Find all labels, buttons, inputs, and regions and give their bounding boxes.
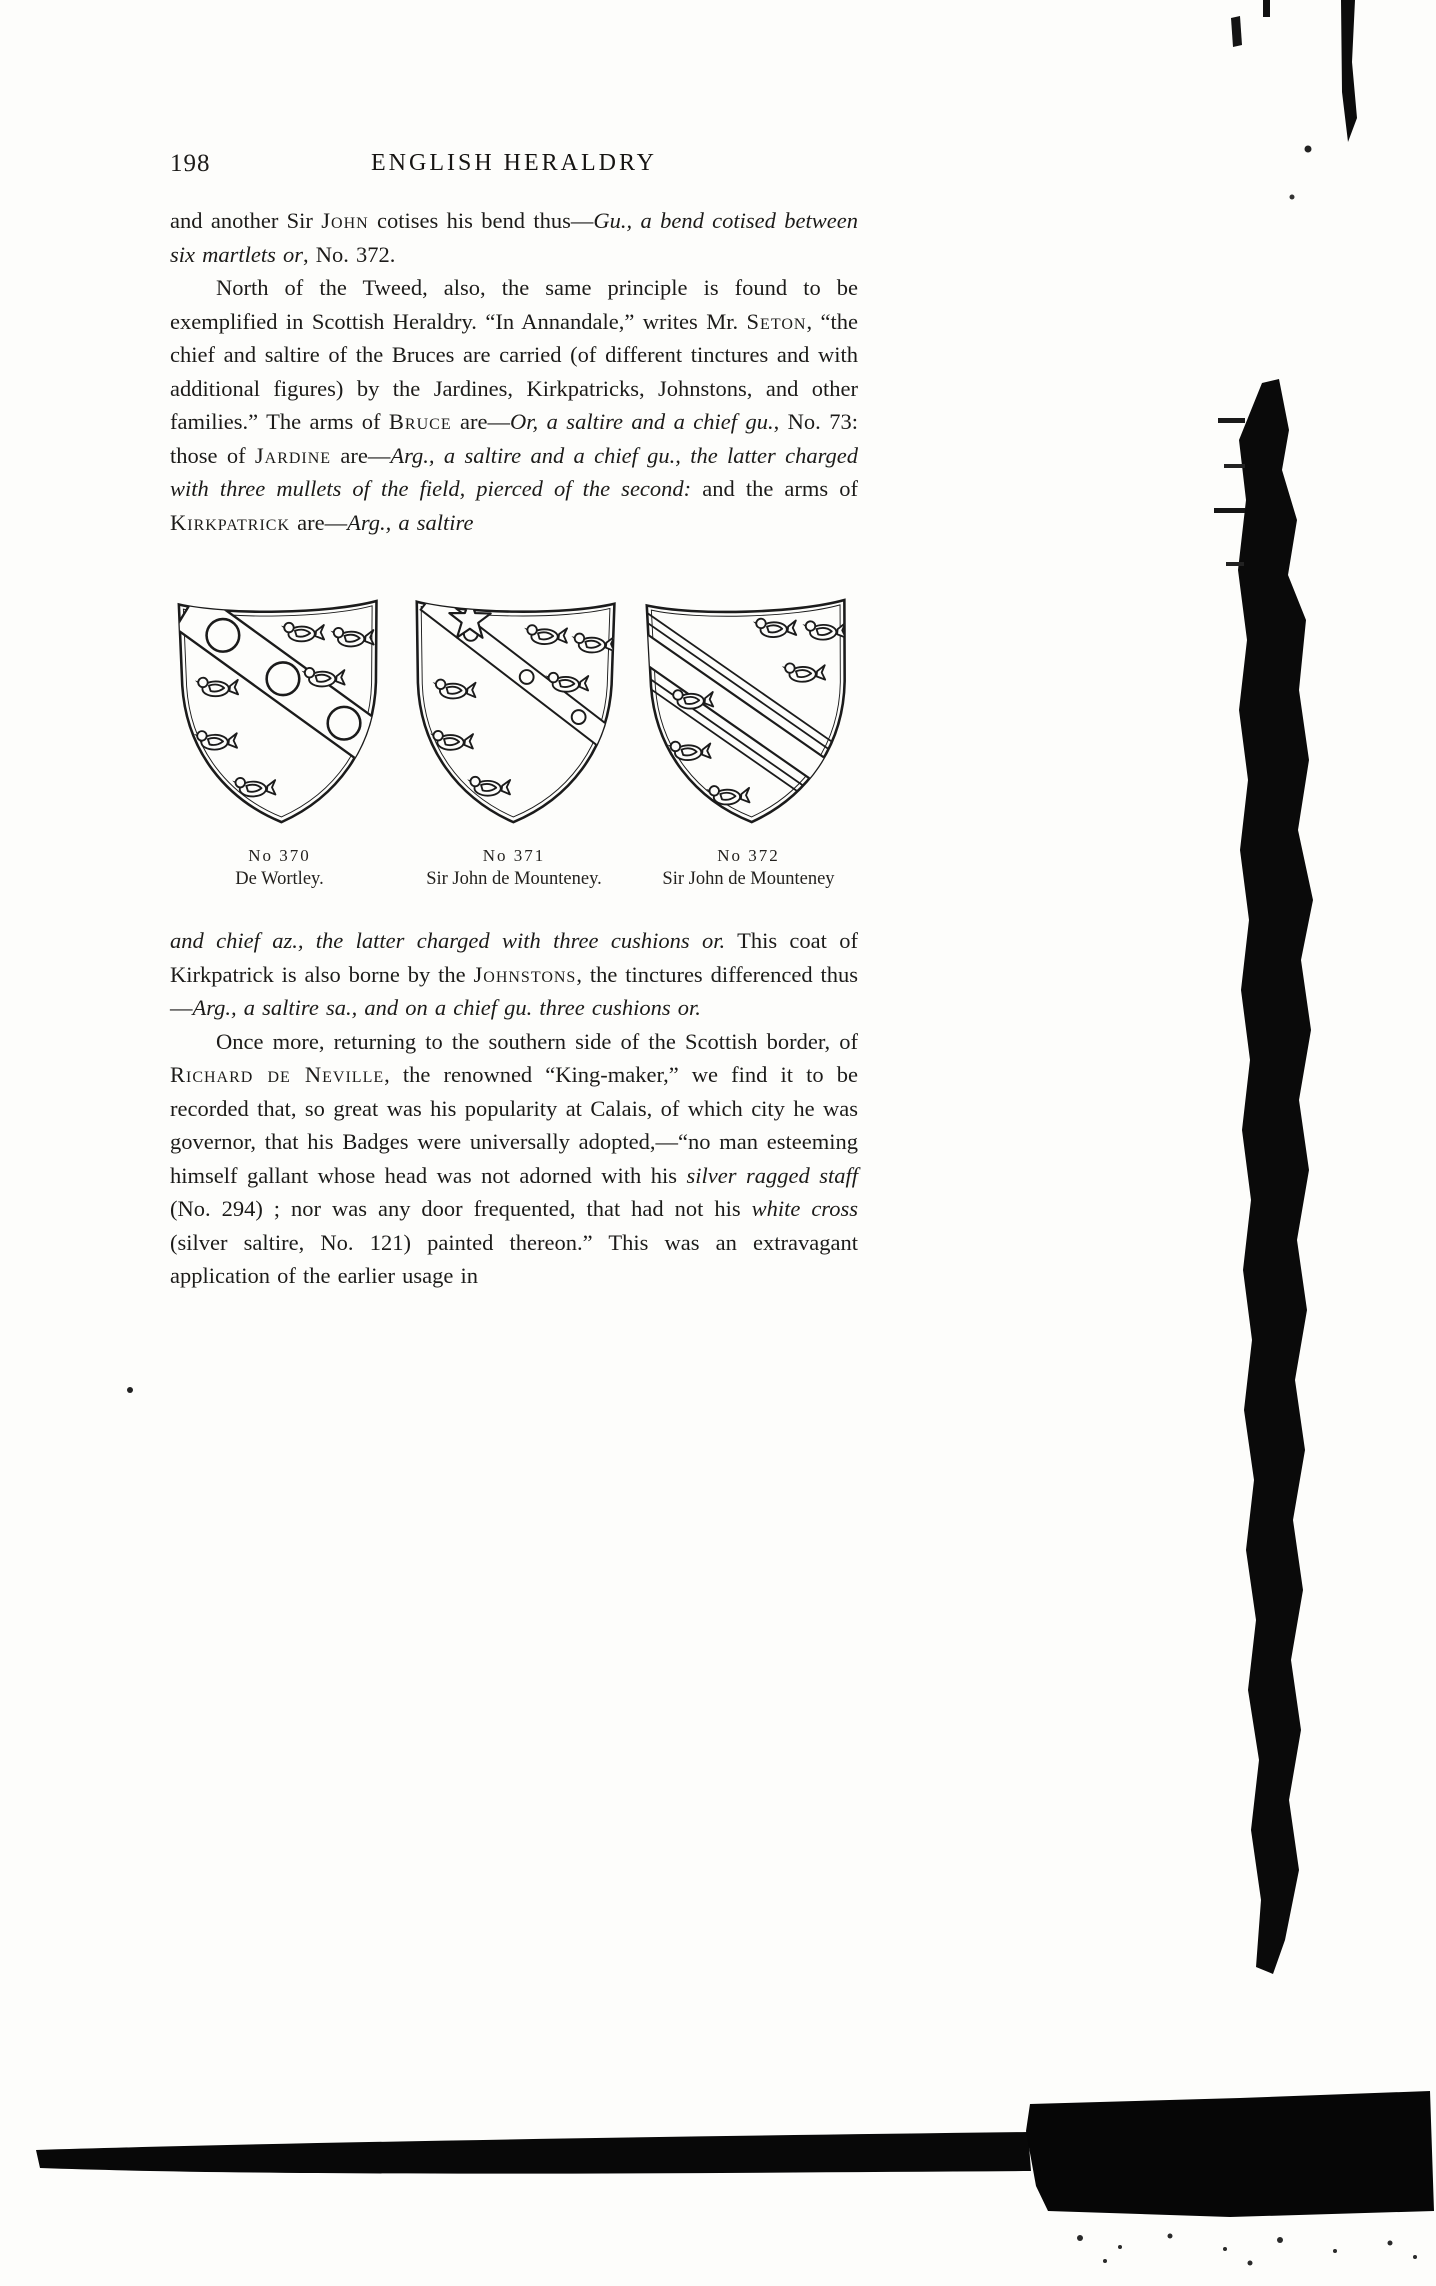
- page-header: [170, 150, 858, 184]
- scan-edge-bottom-band: [36, 2132, 1031, 2174]
- figure-number: No 371: [482, 846, 546, 865]
- shield-illustration-371: [403, 580, 625, 835]
- scan-speckles: [1077, 2234, 1417, 2266]
- shield-illustration-372: [636, 578, 862, 837]
- scan-edge-right-band: [1238, 379, 1313, 1974]
- body-paragraph: and another Sir John cotises his bend thus—Gu., a bend cotised between six martlets or, No. 372.: [170, 208, 858, 267]
- text-column: [170, 150, 858, 1293]
- figure-number: No 370: [248, 846, 311, 865]
- body-paragraph: North of the Tweed, also, the same principle is found to be exemplified in Scottish Heraldry. “In Annandale,” writes Mr. Seton, “the chief and saltire of the Bruces are carried (of different tinctures and with additional figures) by the Jardines, Kirkpatricks, Johnstons, and other families.” The arms of Bruce are—Or, a saltire and a chief gu., No. 73: those of Jardine are—Arg., a saltire and a chief gu., the latter charged with three mullets of the field, pierced of the second: and the arms of Kirkpatrick are—Arg., a saltire: [170, 275, 858, 535]
- body-paragraph: and chief az., the latter charged with three cushions or. This coat of Kirkpatrick is also borne by the Johnstons, the tinctures differenced thus—Arg., a saltire sa., and on a chief gu. three cushions or.: [170, 928, 859, 1020]
- page-number: 198: [170, 150, 211, 177]
- figure-caption: De Wortley.: [235, 869, 324, 889]
- figure-caption: Sir John de Mounteney: [662, 869, 835, 889]
- figure-371: [405, 581, 624, 890]
- figure-370: [170, 581, 389, 890]
- figure-row: [170, 581, 858, 890]
- figure-number: No 372: [717, 846, 780, 865]
- body-paragraph: Once more, returning to the southern side of the Scottish border, of Richard de Neville, the renowned “King-maker,” we find it to be recorded that, so great was his popularity at Calais, of which city he was governor, that his Badges were universally adopted,—“no man esteeming himself gallant whose head was not adorned with his silver ragged staff (No. 294) ; nor was any door frequented, that had not his white cross (silver saltire, No. 121) painted thereon.” This was an extravagant application of the earlier usage in: [170, 1028, 858, 1288]
- scan-stray-dot: [127, 1387, 133, 1393]
- figure-372: [639, 581, 858, 890]
- scan-edge-top-right: [1341, 0, 1357, 142]
- running-title: ENGLISH HERALDRY: [371, 150, 657, 176]
- figure-caption: Sir John de Mounteney.: [426, 869, 602, 889]
- shield-illustration-370: [168, 579, 391, 836]
